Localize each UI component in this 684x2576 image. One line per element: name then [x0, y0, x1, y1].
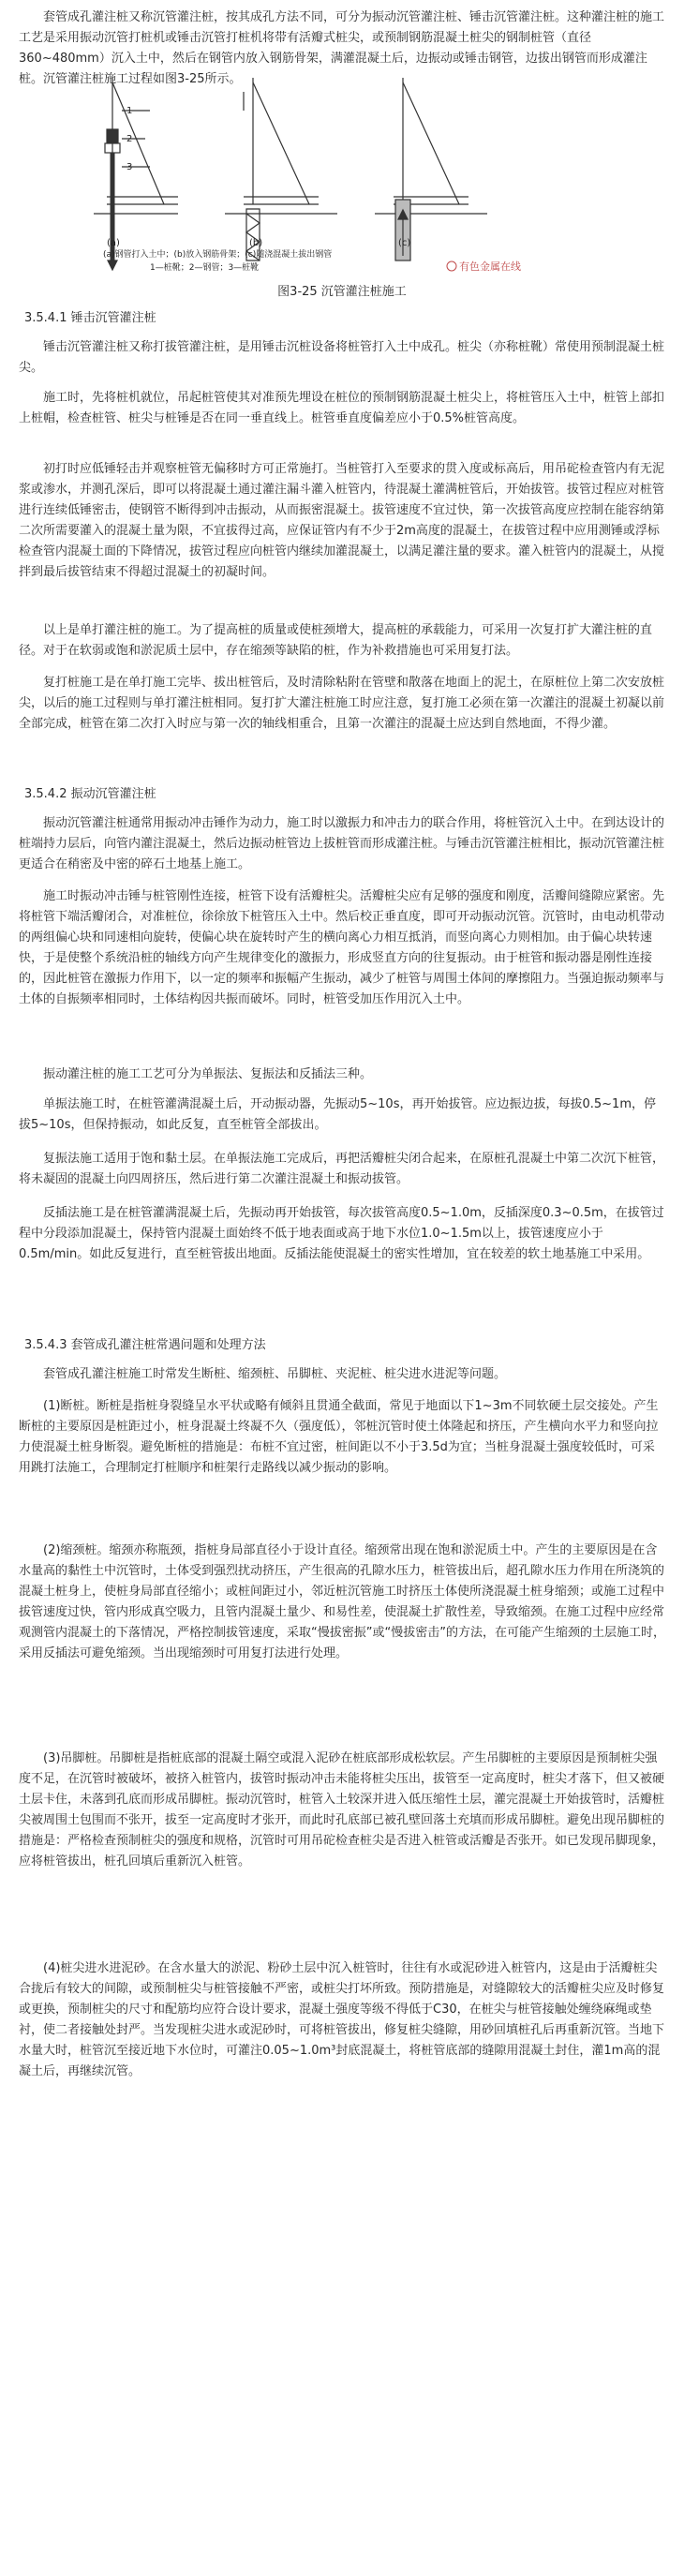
- section2-para3: 振动灌注桩的施工工艺可分为单振法、复振法和反插法三种。: [43, 1067, 373, 1081]
- svg-text:1: 1: [126, 106, 133, 116]
- svg-text:3: 3: [126, 162, 133, 172]
- figure-label-c: (c): [398, 238, 411, 248]
- section3-para1: 套管成孔灌注桩施工时常发生断桩、缩颈桩、吊脚桩、夹泥桩、桩尖进水进泥等问题。: [43, 1367, 507, 1381]
- svg-text:2: 2: [126, 134, 133, 144]
- section3-para2-broken-pile: (1)断桩。断桩是指桩身裂缝呈水平状或略有倾斜且贯通全截面，常见于地面以下1~3m不同软硬土层交接处。产生断桩的主要原因是桩距过小，桩身混凝土终凝不久（强度低），邻桩沉管时使土体隆起和挤压，产生横向水平力和竖向拉力使混凝土桩身断裂。避免断桩的措施是：布桩不宜过密，桩间距以不小于3.5d为宜；当桩身混凝土强度较低时，可采用跳打法施工，合理制定打桩顺序和桩架行走路线以减少振动的影响。: [19, 1399, 659, 1475]
- section1-para2: 施工时，先将桩机就位，吊起桩管使其对准预先埋设在桩位的预制钢筋混凝土桩尖上，将桩管压入土中，桩管上部扣上桩帽，检查桩管、桩尖与桩锤是否在同一垂直线上。桩管垂直度偏差应小于0.5%桩管高度。: [19, 391, 665, 425]
- section-heading-3-5-4-1: 3.5.4.1 锤击沉管灌注桩: [24, 311, 156, 325]
- section1-para4: 以上是单打灌注桩的施工。为了提高桩的质量或使桩颈增大，提高桩的承载能力，可采用一次复打扩大灌注桩的直径。对于在软弱或饱和淤泥质土层中，存在缩颈等缺陷的桩，作为补救措施也可采用复打法。: [19, 623, 653, 658]
- intro-paragraph: 套管成孔灌注桩又称沉管灌注桩，按其成孔方法不同，可分为振动沉管灌注桩、锤击沉管灌注桩。这种灌注桩的施工工艺是采用振动沉管打桩机或锤击沉管打桩机将带有活瓣式桩尖，或预制钢筋混凝土桩尖的钢制桩管（直径360~480mm）沉入土中，然后在钢管内放入钢筋骨架，满灌混凝土后，边振动或锤击钢管，边拔出钢管而形成灌注桩。沉管灌注桩施工过程如图3-25所示。: [19, 10, 665, 86]
- section1-para1: 锤击沉管灌注桩又称打拔管灌注桩，是用锤击沉桩设备将桩管打入土中成孔。桩尖（亦称桩靴）常使用预制混凝土桩尖。: [19, 340, 665, 375]
- section2-para2: 施工时振动冲击锤与桩管刚性连接，桩管下设有活瓣桩尖。活瓣桩尖应有足够的强度和刚度，活瓣间缝隙应紧密。先将桩管下端活瓣闭合，对准桩位，徐徐放下桩管压入土中。然后校正垂直度，即可开动振动沉管。沉管时，由电动机带动的两组偏心块和同速相向旋转，使偏心块在旋转时产生的横向离心力相互抵消，而竖向离心力则相加。由于偏心块转速快，于是使整个系统沿桩的轴线方向产生规律变化的激振力，形成竖直方向的往复振动。由于桩管和振动器是刚性连接的，因此桩管在激振力作用下，以一定的频率和振幅产生振动，减少了桩管与周围土体间的摩擦阻力。当强迫振动频率与土体的自振频率相同时，土体结构因共振而破坏。同时，桩管受加压作用沉入土中。: [19, 889, 665, 1006]
- pile-rig-c-drawing: [394, 78, 468, 261]
- section2-para6: 反插法施工是在桩管灌满混凝土后，先振动再开始拔管，每次拔管高度0.5~1.0m，反插深度0.3~0.5m，在拔管过程中分段添加混凝土，保持管内混凝土面始终不低于地表面或高于地下水位1.0~1.5m以上，拔管速度应小于0.5m/min。如此反复进行，直至桩管拔出地面。反插法能使混凝土的密实性增加，宜在较差的软土地基施工中采用。: [19, 1206, 664, 1261]
- section1-para3: 初打时应低锤轻击并观察桩管无偏移时方可正常施打。当桩管打入至要求的贯入度或标高后，用吊砣检查管内有无泥浆或渗水，并测孔深后，即可以将混凝土通过灌注漏斗灌入桩管内，待混凝土灌满桩管后，开始拔管。拔管过程应对桩管进行连续低锤密击，使钢管不断得到冲击振动，从而振密混凝土。拔管速度不宜过快，第一次拔管高度应控制在能容纳第二次所需要灌入的混凝土量为限，不宜拔得过高，应保证管内有不少于2m高度的混凝土，在拔管过程中应用测锤或浮标检查管内混凝土面的下降情况，拔管过程应向桩管内继续加灌混凝土，以满足灌注量的要求。灌入桩管内的混凝土，从搅拌到最后拔管结束不得超过混凝土的初凝时间。: [19, 462, 665, 579]
- section1-para5: 复打桩施工是在单打施工完毕、拔出桩管后，及时清除粘附在管壁和散落在地面上的泥土，在原桩位上第二次安放桩尖，以后的施工过程则与单打灌注桩相同。复打扩大灌注桩施工时应注意，复打施工必须在第一次灌注的混凝土初凝以前全部完成，桩管在第二次打入时应与第一次的轴线相重合，且第一次灌注的混凝土应达到自然地面，不得少灌。: [19, 676, 665, 731]
- figure-title: 图3-25 沉管灌注桩施工: [277, 285, 407, 299]
- section2-para5: 复振法施工适用于饱和黏土层。在单振法施工完成后，再把活瓣桩尖闭合起来，在原桩孔混凝土中第二次沉下桩管，将未凝固的混凝土向四周挤压，然后进行第二次灌注混凝土和振动拔管。: [19, 1152, 665, 1186]
- pile-construction-figure: [94, 73, 590, 279]
- pile-rig-b-drawing: [244, 78, 319, 261]
- section-heading-3-5-4-2: 3.5.4.2 振动沉管灌注桩: [24, 787, 156, 801]
- section3-para5-water-mud-ingress: (4)桩尖进水进泥砂。在含水量大的淤泥、粉砂土层中沉入桩管时，往往有水或泥砂进入桩管内，这是由于活瓣桩尖合拢后有较大的间隙，或预制桩尖与桩管接触不严密，或桩尖打坏所致。预防措施是，对缝隙较大的活瓣桩尖应及时修复或更换，预制桩尖的尺寸和配筋均应符合设计要求，混凝土强度等级不得低于C30，在桩尖与桩管接触处缠绕麻绳或垫衬，使二者接触处封严。当发现桩尖进水或泥砂时，可将桩管拔出，修复桩尖缝隙，用砂回填桩孔后再重新沉管。当地下水量大时，桩管沉至接近地下水位时，可灌注0.05~1.0m³封底混凝土，将桩管底部的缝隙用混凝土封住，灌1m高的混凝土后，再继续沉管。: [19, 1961, 665, 2078]
- section3-para4-hanging-pile: (3)吊脚桩。吊脚桩是指桩底部的混凝土隔空或混入泥砂在桩底部形成松软层。产生吊脚桩的主要原因是预制桩尖强度不足，在沉管时被破坏，被挤入桩管内，拔管时振动冲击未能将桩尖压出，拔管至一定高度时，桩尖才落下，但又被硬土层卡住，未落到孔底而形成吊脚桩。振动沉管时，桩管入土较深并进入低压缩性土层，灌完混凝土开始拔管时，活瓣桩尖被周围土包围而不张开，拔至一定高度时才张开，而此时孔底部已被孔壁回落土充填而形成吊脚桩。避免出现吊脚桩的措施是：严格检查预制桩尖的强度和规格，沉管时可用吊砣检查桩尖是否进入桩管或活瓣是否张开。如已发现吊脚现象，应将桩管拔出，桩孔回填后重新沉入桩管。: [19, 1751, 665, 1869]
- section3-para3-necking-pile: (2)缩颈桩。缩颈亦称瓶颈，指桩身局部直径小于设计直径。缩颈常出现在饱和淤泥质土中。产生的主要原因是在含水量高的黏性土中沉管时，土体受到强烈扰动挤压，产生很高的孔隙水压力，桩管拔出后，超孔隙水压力作用在所浇筑的混凝土桩身上，使桩身局部直径缩小；或桩间距过小，邻近桩沉管施工时挤压土体使所浇混凝土桩身缩颈；或施工过程中拔管速度过快，管内形成真空吸力，且管内混凝土量少、和易性差，使混凝土扩散性差，导致缩颈。在施工过程中应经常观测管内混凝土的下落情况，严格控制拔管速度，采取“慢拔密振”或“慢拔密击”的方法，在可能产生缩颈的土层施工时，采用反插法可避免缩颈。当出现缩颈时可用复打法进行处理。: [19, 1543, 665, 1660]
- figure-label-b: (b): [249, 238, 263, 248]
- section2-para1: 振动沉管灌注桩通常用振动冲击锤作为动力，施工时以激振力和冲击力的联合作用，将桩管沉入土中。在到达设计的桩端持力层后，向管内灌注混凝土，然后边振动桩管边上拔桩管而形成灌注桩。与锤击沉管灌注桩相比，振动沉管灌注桩更适合在稍密及中密的碎石土地基上施工。: [19, 816, 665, 871]
- figure-caption-line2: 1—桩靴；2—钢管；3—桩靴: [150, 263, 260, 273]
- figure-caption-line1: (a)钢管打入土中；(b)放入钢筋骨架；(c)随浇混凝土拔出钢管: [103, 250, 333, 260]
- section-heading-3-5-4-3: 3.5.4.3 套管成孔灌注桩常遇问题和处理方法: [24, 1338, 266, 1352]
- figure-label-a: (a): [107, 238, 120, 248]
- watermark-text: 有色金属在线: [459, 261, 521, 273]
- section2-para4: 单振法施工时，在桩管灌满混凝土后，开动振动器，先振动5~10s，再开始拔管。应边振边拔，每拔0.5~1m，停拔5~10s，但保持振动，如此反复，直至桩管全部拔出。: [19, 1097, 656, 1132]
